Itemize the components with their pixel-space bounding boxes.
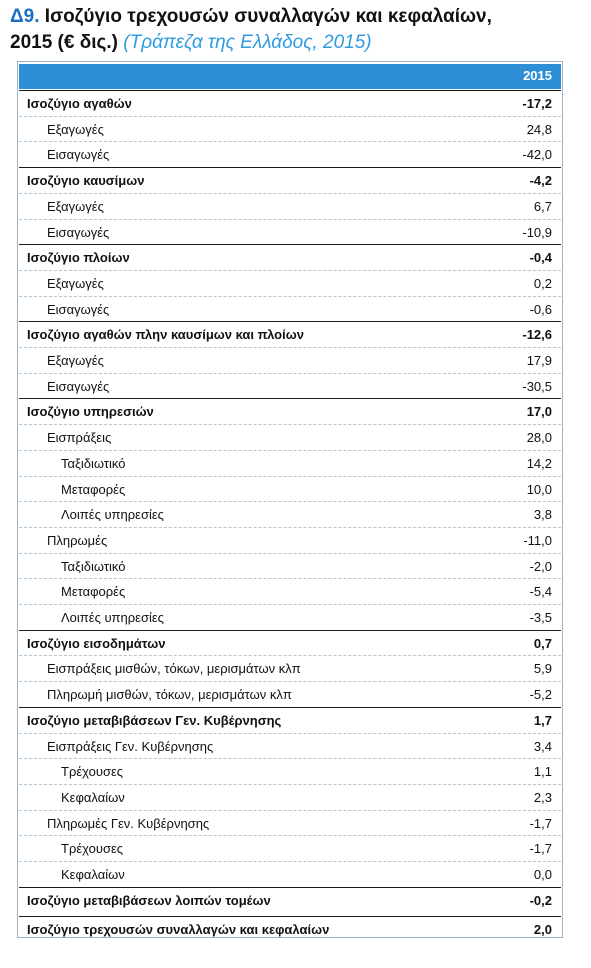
table-row <box>19 887 561 913</box>
row-label: Μεταφορές <box>61 481 126 497</box>
row-value: -1,7 <box>529 841 552 857</box>
row-label: Μεταφορές <box>61 584 126 600</box>
row-value: 2,0 <box>533 922 552 938</box>
row-label: Ισοζύγιο αγαθών <box>27 96 132 111</box>
row-label: Ισοζύγιο πλοίων <box>27 250 130 266</box>
row-label: Ισοζύγιο τρεχουσών συναλλαγών και κεφαλαίων <box>27 922 330 938</box>
row-label: Τρέχουσες <box>61 764 124 780</box>
figure-title <box>10 4 585 56</box>
row-label: Ισοζύγιο μεταβιβάσεων λοιπών τομέων <box>27 892 271 908</box>
row-label: Ισοζύγιο υπηρεσιών <box>27 404 154 420</box>
row-value: 24,8 <box>526 121 552 137</box>
row-value: -30,5 <box>522 378 552 394</box>
row-label: Ισοζύγιο αγαθών πλην καυσίμων και πλοίων <box>27 327 304 343</box>
row-value: 28,0 <box>526 430 552 446</box>
row-label: Εισαγωγές <box>47 301 110 317</box>
row-label: Εισαγωγές <box>47 378 110 394</box>
row-value: -0,6 <box>529 301 552 317</box>
row-value: 1,1 <box>533 764 552 780</box>
table-row <box>19 655 561 681</box>
table-row <box>19 116 561 142</box>
row-value: -2,0 <box>529 558 552 574</box>
row-label: Ταξιδιωτικό <box>61 558 126 574</box>
row-label: Εξαγωγές <box>47 353 104 368</box>
figure-code: Δ9. <box>10 6 40 27</box>
table-row <box>19 733 561 759</box>
table-header <box>19 64 561 89</box>
row-label: Εξαγωγές <box>47 275 104 291</box>
table-row <box>19 167 561 193</box>
row-value: 14,2 <box>526 455 552 471</box>
row-label: Πληρωμές Γεν. Κυβέρνησης <box>47 815 210 831</box>
row-label: Εξαγωγές <box>47 198 104 214</box>
row-value: 2,3 <box>533 789 552 805</box>
row-value: -3,5 <box>529 610 552 625</box>
year-header: 2015 <box>523 68 552 83</box>
row-label: Εισπράξεις μισθών, τόκων, μερισμάτων κλπ <box>47 661 301 677</box>
row-value: 6,7 <box>533 198 552 214</box>
row-value: 0,0 <box>533 867 552 882</box>
row-label: Λοιπές υπηρεσίες <box>61 507 164 523</box>
table-row <box>19 219 561 245</box>
row-label: Ταξιδιωτικό <box>61 455 126 471</box>
row-value: -11,0 <box>523 532 552 548</box>
row-label: Εισπράξεις Γεν. Κυβέρνησης <box>47 738 214 754</box>
table-row <box>19 553 561 579</box>
table-row <box>19 784 561 810</box>
row-value: 0,7 <box>533 635 552 651</box>
table-row <box>19 193 561 219</box>
row-value: 10,0 <box>526 481 552 497</box>
row-value: -5,2 <box>529 687 552 703</box>
row-value: -4,2 <box>529 173 552 189</box>
row-value: -12,6 <box>522 327 552 343</box>
table-row <box>19 527 561 553</box>
row-label: Τρέχουσες <box>61 841 124 857</box>
row-label: Ισοζύγιο εισοδημάτων <box>27 635 166 651</box>
table-row <box>19 501 561 527</box>
figure-source: (Τράπεζα της Ελλάδος, 2015) <box>123 32 372 53</box>
table-row <box>19 630 561 656</box>
table-row <box>19 758 561 784</box>
row-label: Κεφαλαίων <box>61 789 125 805</box>
row-value: -0,4 <box>529 250 552 266</box>
row-value: -17,2 <box>522 96 552 111</box>
row-value: -10,9 <box>522 224 552 240</box>
row-value: 0,2 <box>533 275 552 291</box>
table-row <box>19 681 561 707</box>
table-row <box>19 810 561 836</box>
figure-title-text: Ισοζύγιο τρεχουσών συναλλαγών και κεφαλαίων, <box>44 6 492 27</box>
table-row <box>19 270 561 296</box>
balance-table <box>17 61 563 938</box>
row-value: 3,4 <box>533 738 552 754</box>
figure-title-line2: 2015 (€ δις.) <box>10 32 119 53</box>
row-label: Ισοζύγιο μεταβιβάσεων Γεν. Κυβέρνησης <box>27 712 282 728</box>
row-label: Λοιπές υπηρεσίες <box>61 610 164 625</box>
table-row <box>19 398 561 424</box>
table-row <box>19 861 561 887</box>
row-value: -42,0 <box>522 147 552 163</box>
table-row <box>19 347 561 373</box>
table-row <box>19 373 561 399</box>
row-label: Κεφαλαίων <box>61 867 125 882</box>
table-row <box>19 916 561 942</box>
row-value: 17,9 <box>526 353 552 368</box>
row-value: 3,8 <box>533 507 552 523</box>
row-label: Εξαγωγές <box>47 121 104 137</box>
table-row <box>19 707 561 733</box>
table-row <box>19 296 561 322</box>
row-value: -1,7 <box>529 815 552 831</box>
row-label: Εισαγωγές <box>47 224 110 240</box>
table-row <box>19 476 561 502</box>
table-row <box>19 450 561 476</box>
row-label: Ισοζύγιο καυσίμων <box>27 173 145 189</box>
row-label: Εισαγωγές <box>47 147 110 163</box>
row-label: Πληρωμή μισθών, τόκων, μερισμάτων κλπ <box>47 687 292 703</box>
row-label: Εισπράξεις <box>47 430 112 446</box>
row-value: 1,7 <box>533 712 552 728</box>
row-value: -5,4 <box>529 584 552 600</box>
row-value: 5,9 <box>533 661 552 677</box>
table-row <box>19 424 561 450</box>
table-row <box>19 604 561 630</box>
table-row <box>19 141 561 167</box>
table-row <box>19 90 561 116</box>
table-row <box>19 835 561 861</box>
row-value: -0,2 <box>529 892 552 908</box>
row-value: 17,0 <box>526 404 552 420</box>
table-row <box>19 321 561 347</box>
row-label: Πληρωμές <box>47 532 108 548</box>
table-row <box>19 244 561 270</box>
table-row <box>19 578 561 604</box>
